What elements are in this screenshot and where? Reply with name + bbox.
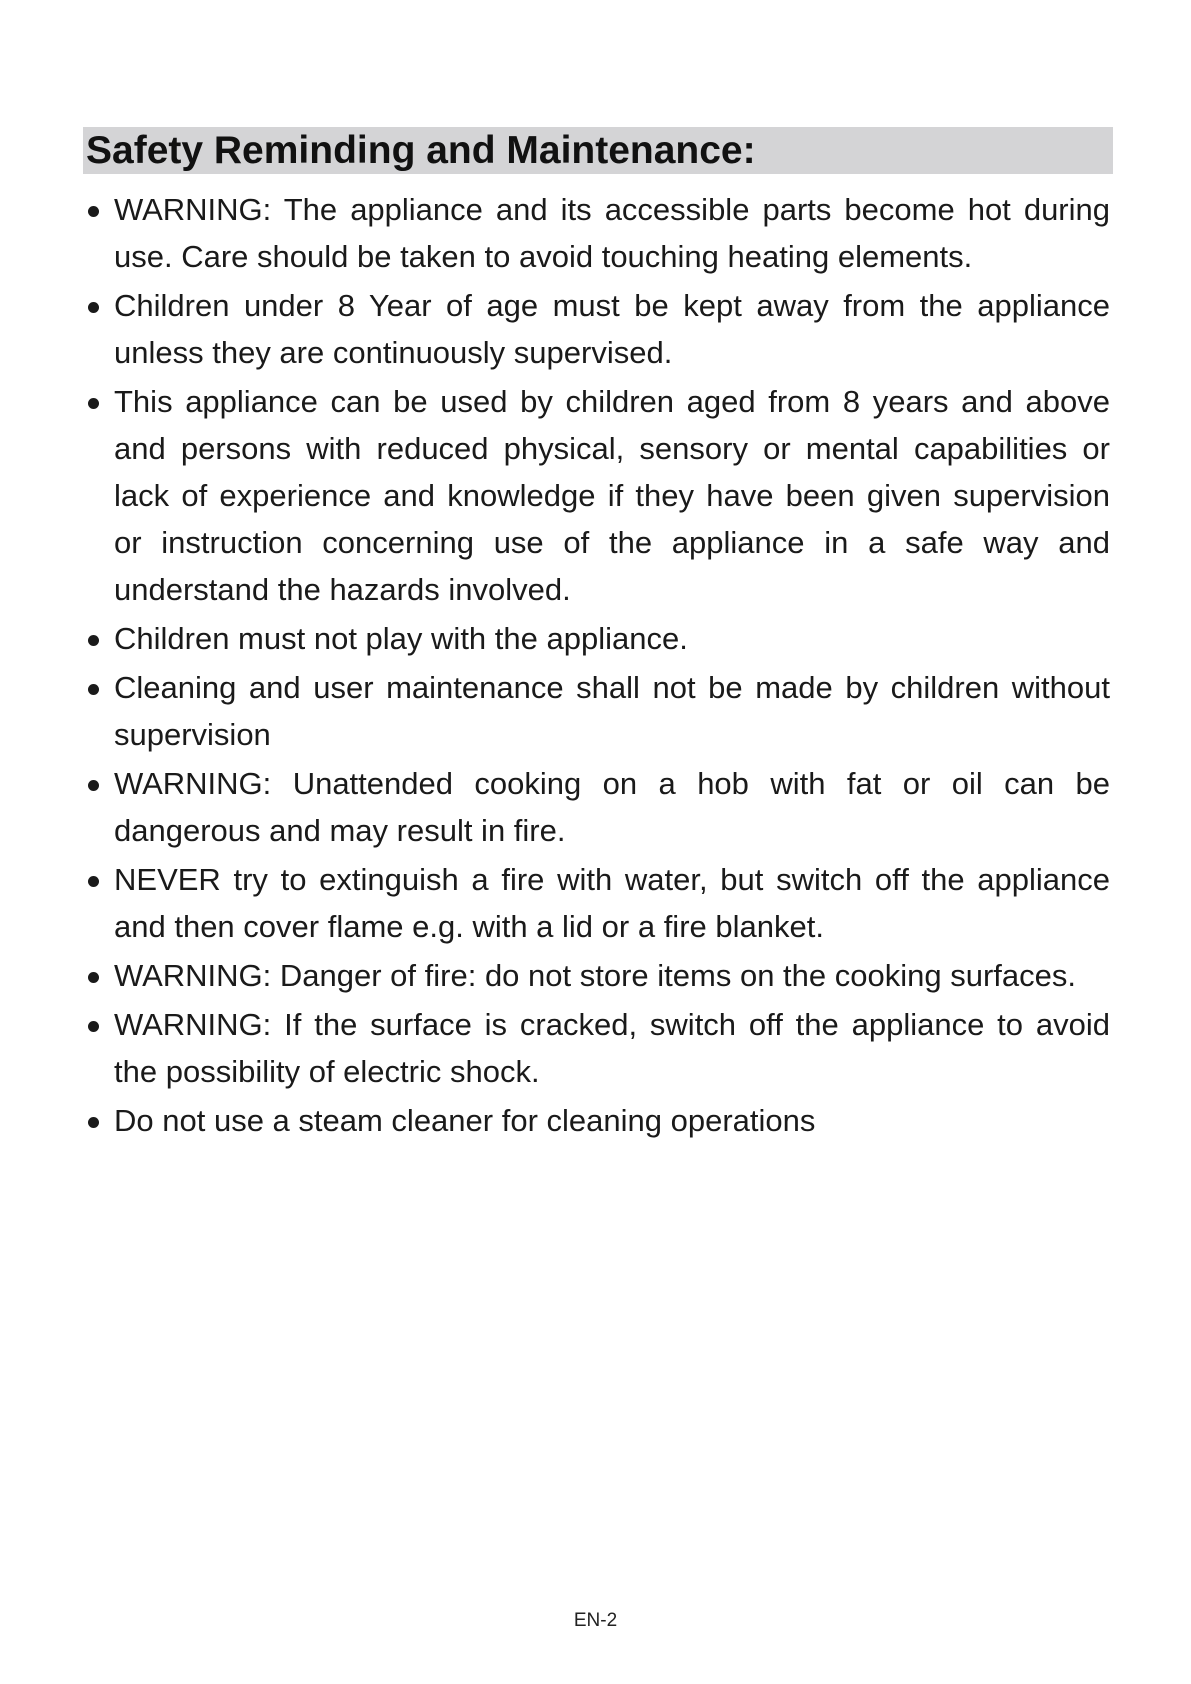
bullet-icon (88, 398, 99, 409)
list-item-text: WARNING: Danger of fire: do not store items on the cooking surfaces. (114, 958, 1076, 993)
bullet-icon (88, 876, 99, 887)
page-title: Safety Reminding and Maintenance: (83, 127, 1113, 174)
list-item-text: Children must not play with the appliance. (114, 621, 688, 656)
bullet-icon (88, 635, 99, 646)
list-item-text: WARNING: The appliance and its accessible parts become hot during use. Care should be taken to avoid touching heating elements. (114, 192, 1110, 274)
list-item-text: NEVER try to extinguish a fire with water, but switch off the appliance and then cover flame e.g. with a lid or a fire blanket. (114, 862, 1110, 944)
list-item-text: Cleaning and user maintenance shall not be made by children without supervision (114, 670, 1110, 752)
list-item (86, 760, 1110, 854)
list-item-text: WARNING: Unattended cooking on a hob with fat or oil can be dangerous and may result in fire. (114, 766, 1110, 848)
bullet-icon (88, 206, 99, 217)
list-item (86, 615, 1110, 662)
list-item (86, 1001, 1110, 1095)
safety-bullet-list (86, 186, 1110, 1146)
page-number: EN-2 (573, 1610, 618, 1631)
list-item (86, 664, 1110, 758)
list-item-text: Children under 8 Year of age must be kept away from the appliance unless they are continuously supervised. (114, 288, 1110, 370)
bullet-icon (88, 684, 99, 695)
bullet-icon (88, 302, 99, 313)
bullet-icon (88, 972, 99, 983)
list-item (86, 1097, 1110, 1144)
list-item (86, 378, 1110, 613)
list-item-text: WARNING: If the surface is cracked, switch off the appliance to avoid the possibility of electric shock. (114, 1007, 1110, 1089)
bullet-icon (88, 1117, 99, 1128)
list-item (86, 856, 1110, 950)
bullet-icon (88, 780, 99, 791)
list-item (86, 952, 1110, 999)
bullet-icon (88, 1021, 99, 1032)
list-item (86, 186, 1110, 280)
list-item (86, 282, 1110, 376)
list-item-text: This appliance can be used by children aged from 8 years and above and persons with reduced physical, sensory or mental capabilities or lack of experience and knowledge if they have been given supervision or instruction concerning use of the appliance in a safe way and understand the hazards involved. (114, 384, 1110, 607)
list-item-text: Do not use a steam cleaner for cleaning operations (114, 1103, 816, 1138)
